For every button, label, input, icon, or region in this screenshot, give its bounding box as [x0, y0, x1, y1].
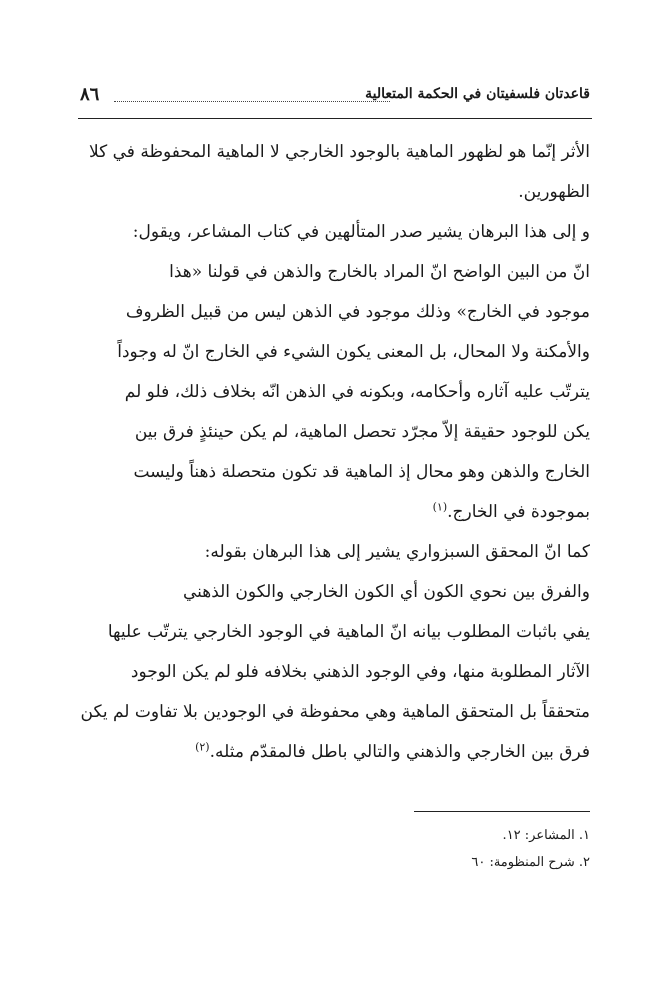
text-line: والأمكنة ولا المحال، بل المعنى يكون الشيء في الخارج انّ له وجوداً	[117, 342, 590, 362]
footnote-2: ٢. شرح المنظومة: ٦٠	[471, 855, 590, 870]
text-line: الآثار المطلوبة منها، وفي الوجود الذهني بخلافه فلو لم يكن الوجود	[130, 662, 590, 682]
footnote-separator	[414, 811, 590, 812]
text-line: يترتّب عليه آثاره وأحكامه، وبكونه في الذهن انّه بخلاف ذلك، فلو لم	[124, 382, 590, 402]
text-line: يفي باثبات المطلوب بيانه انّ الماهية في الوجود الخارجي يترتّب عليها	[107, 622, 590, 642]
text-line: موجود في الخارج» وذلك موجود في الذهن ليس من قبيل الظروف	[125, 302, 590, 322]
text-line: يكن للوجود حقيقة إلاّ مجرّد تحصل الماهية، لم يكن حينئذٍ فرق بين	[134, 422, 590, 442]
text-line-with-note	[80, 492, 590, 532]
text-line: الظهورين.	[518, 182, 590, 202]
text-line: الخارج والذهن وهو محال إذ الماهية قد تكون متحصلة ذهناً وليست	[133, 462, 590, 482]
text-line: انّ من البين الواضح انّ المراد بالخارج والذهن في قولنا «هذا	[169, 262, 590, 282]
page-number: ٨٦	[80, 84, 100, 105]
footnote-1: ١. المشاعر: ١٢.	[502, 828, 590, 843]
running-title: قاعدتان فلسفيتان في الحكمة المتعالية	[365, 86, 590, 102]
text-line: كما انّ المحقق السبزواري يشير إلى هذا البرهان بقوله:	[204, 542, 590, 562]
header-dotted-leader	[114, 101, 390, 102]
footnote-ref-2: (٢)	[195, 740, 210, 754]
text-line: متحققاً بل المتحقق الماهية وهي محفوظة في الوجودين بلا تفاوت لم يكن	[80, 702, 590, 722]
footnote-ref-1: (١)	[432, 500, 448, 514]
text-line: بموجودة في الخارج.	[447, 502, 590, 522]
text-line: فرق بين الخارجي والذهني والتالي باطل فالمقدّم مثله.	[209, 742, 590, 762]
text-line-with-note	[80, 732, 590, 772]
page-header	[80, 84, 590, 114]
main-text	[80, 132, 590, 772]
footnotes	[80, 822, 590, 876]
header-rule	[78, 118, 592, 119]
text-line: والفرق بين نحوي الكون أي الكون الخارجي والكون الذهني	[182, 582, 590, 602]
text-line: الأثر إنّما هو لظهور الماهية بالوجود الخارجي لا الماهية المحفوظة في كلا	[88, 142, 590, 162]
text-line: و إلى هذا البرهان يشير صدر المتألهين في كتاب المشاعر، ويقول:	[132, 222, 590, 242]
